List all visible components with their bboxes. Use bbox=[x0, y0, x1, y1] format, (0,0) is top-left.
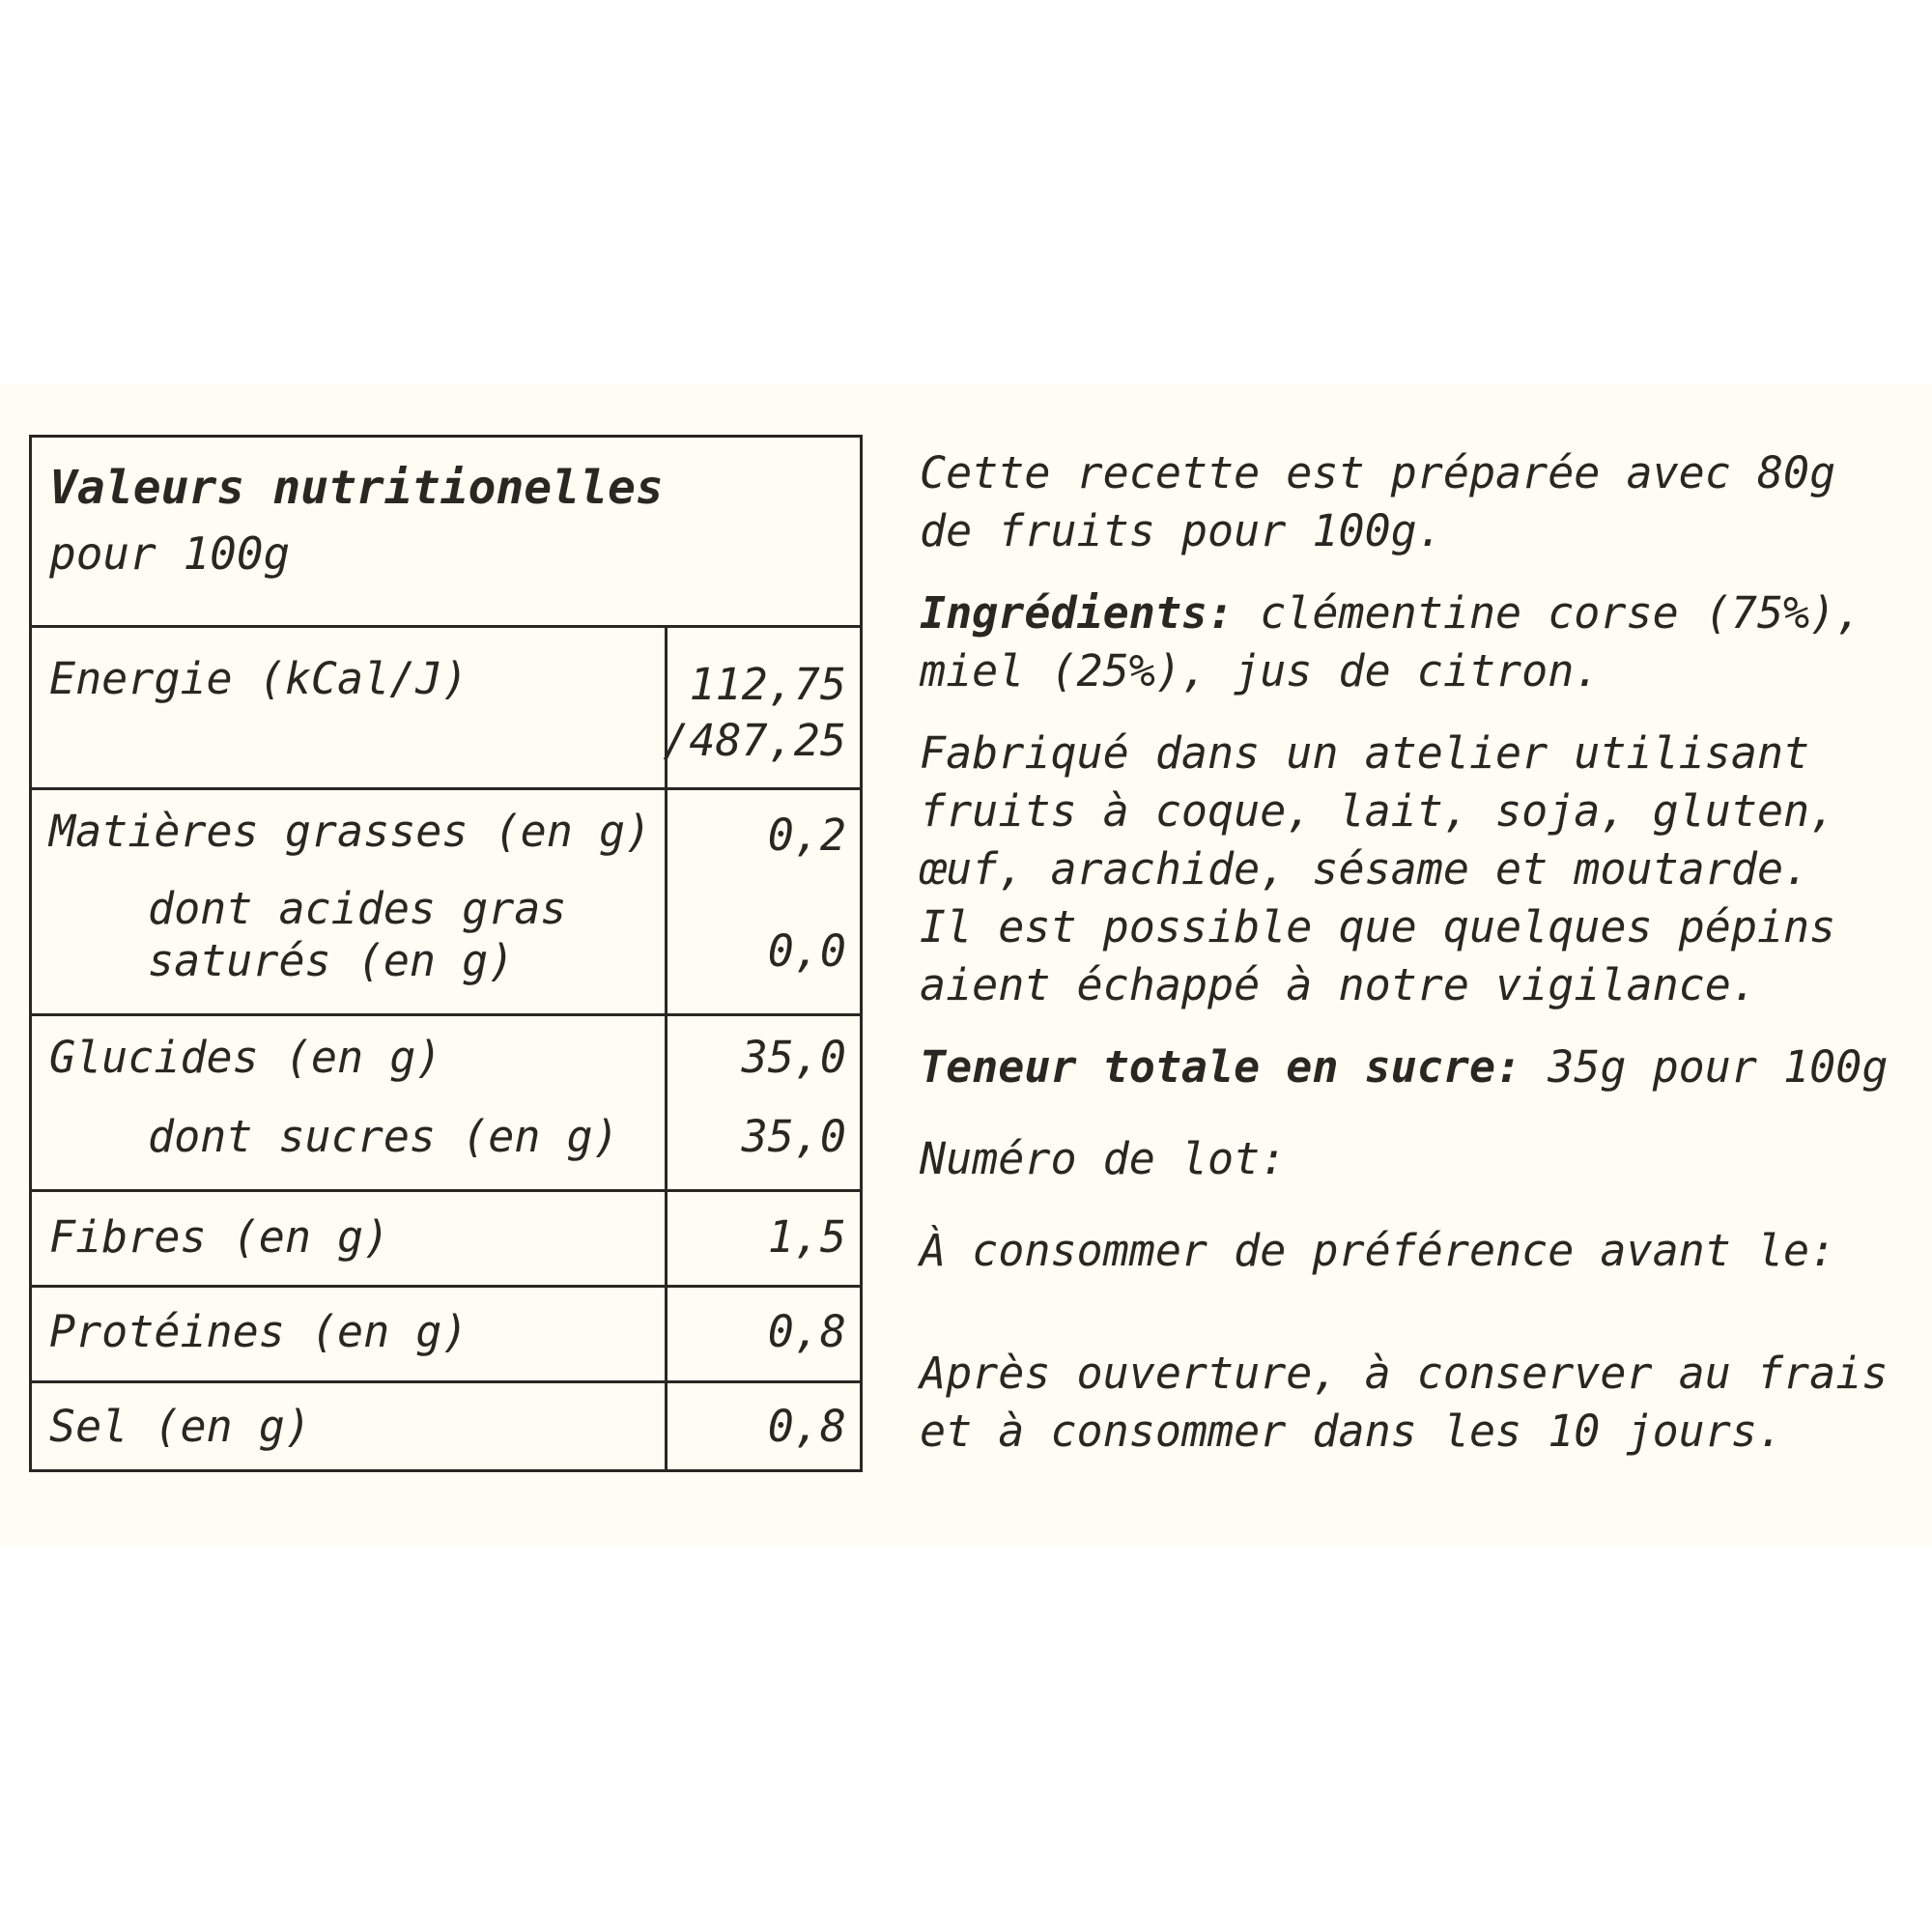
fibre-value: 1,5 bbox=[767, 1211, 846, 1263]
sugars-value: 35,0 bbox=[741, 1111, 846, 1162]
ingredients-label: Ingrédients: bbox=[920, 587, 1235, 639]
nutrition-table bbox=[29, 435, 863, 1472]
sugar-content-value: 35g pour 100g bbox=[1521, 1041, 1889, 1093]
ingredients-line-1 bbox=[920, 584, 1861, 642]
nutrition-title: Valeurs nutritionelles bbox=[49, 461, 664, 515]
row-divider bbox=[32, 1285, 860, 1288]
saturated-fat-label-line2: saturés (en g) bbox=[148, 935, 515, 986]
storage-line-1: Après ouverture, à conserver au frais bbox=[920, 1348, 1889, 1399]
ingredients-line-2: miel (25%), jus de citron. bbox=[920, 645, 1601, 696]
protein-label: Protéines (en g) bbox=[49, 1306, 469, 1357]
salt-label: Sel (en g) bbox=[49, 1401, 311, 1452]
recipe-line-1: Cette recette est préparée avec 80g bbox=[920, 447, 1836, 498]
allergens-line-4: Il est possible que quelques pépins bbox=[920, 901, 1836, 952]
allergens-line-2: fruits à coque, lait, soja, gluten, bbox=[920, 785, 1836, 837]
fat-value: 0,2 bbox=[767, 810, 846, 861]
carbs-label: Glucides (en g) bbox=[49, 1032, 442, 1083]
sugar-content-label: Teneur totale en sucre: bbox=[920, 1041, 1522, 1093]
ingredients-text-1: clémentine corse (75%), bbox=[1234, 587, 1862, 639]
allergens-line-3: œuf, arachide, sésame et moutarde. bbox=[920, 843, 1810, 895]
protein-value: 0,8 bbox=[767, 1306, 846, 1357]
allergens-line-1: Fabriqué dans un atelier utilisant bbox=[920, 727, 1810, 779]
row-divider bbox=[32, 1189, 860, 1192]
saturated-fat-value: 0,0 bbox=[767, 925, 846, 977]
energy-value-kj: /487,25 bbox=[663, 715, 846, 766]
fat-label: Matières grasses (en g) bbox=[49, 806, 652, 857]
allergens-line-5: aient échappé à notre vigilance. bbox=[920, 959, 1757, 1010]
row-divider bbox=[32, 1380, 860, 1383]
row-divider bbox=[32, 1013, 860, 1016]
best-before-label: À consommer de préférence avant le: bbox=[920, 1225, 1836, 1276]
energy-value-kcal: 112,75 bbox=[689, 659, 846, 710]
fibre-label: Fibres (en g) bbox=[49, 1211, 390, 1263]
sugars-label: dont sucres (en g) bbox=[148, 1111, 619, 1162]
energy-label: Energie (kCal/J) bbox=[49, 653, 469, 704]
sugar-content-line bbox=[920, 1038, 1888, 1096]
salt-value: 0,8 bbox=[767, 1401, 846, 1452]
nutrition-header bbox=[32, 438, 860, 628]
storage-line-2: et à consommer dans les 10 jours. bbox=[920, 1406, 1784, 1457]
carbs-value: 35,0 bbox=[741, 1032, 846, 1083]
nutrition-subtitle: pour 100g bbox=[49, 527, 291, 580]
recipe-line-2: de fruits pour 100g. bbox=[920, 505, 1443, 556]
lot-number-label: Numéro de lot: bbox=[920, 1133, 1287, 1184]
saturated-fat-label-line1: dont acides gras bbox=[148, 883, 567, 934]
row-divider bbox=[32, 787, 860, 790]
